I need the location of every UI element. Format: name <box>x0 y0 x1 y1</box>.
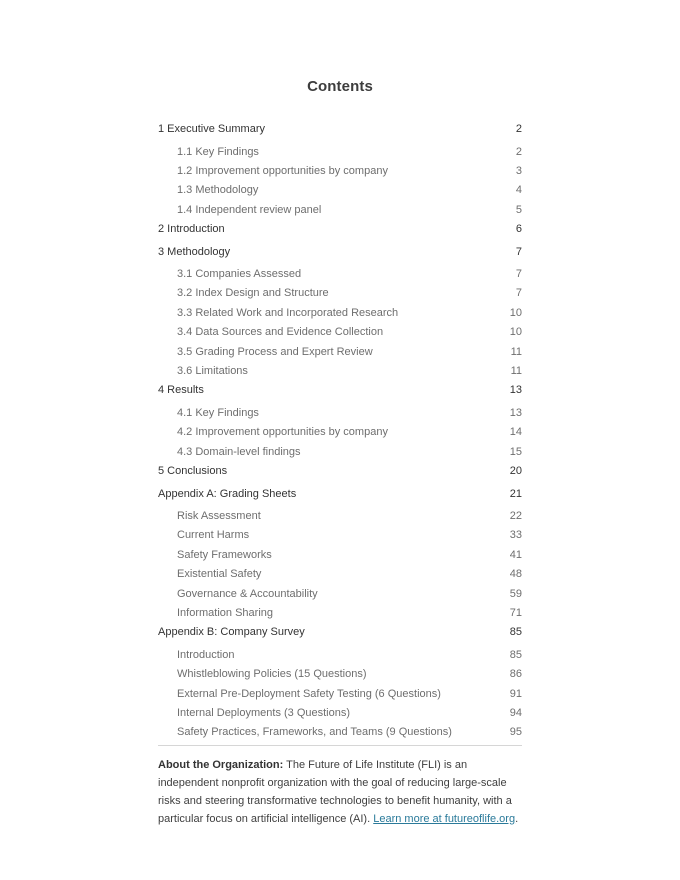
toc-entry-page-number: 20 <box>509 465 522 478</box>
toc-entry-page-number: 21 <box>509 487 522 500</box>
toc-entry-page-number: 48 <box>509 568 522 581</box>
toc-entry-page-number: 59 <box>509 587 522 600</box>
toc-subsection-entry[interactable] <box>158 604 522 623</box>
toc-entry-label: 5 Conclusions <box>158 465 228 478</box>
toc-entry-label: 3.3 Related Work and Incorporated Research <box>177 306 399 319</box>
toc-entry-label: 4 Results <box>158 384 204 397</box>
toc-subsection-entry[interactable] <box>158 304 522 323</box>
about-trailing: . <box>515 813 519 825</box>
toc-entry-page-number: 13 <box>509 406 522 419</box>
toc-entry-page-number: 10 <box>509 326 522 339</box>
toc-entry-label: 1.4 Independent review panel <box>177 203 322 216</box>
toc-subsection-entry[interactable] <box>158 646 522 665</box>
toc-entry-label: 1.3 Methodology <box>177 184 259 197</box>
toc-entry-label: Governance & Accountability <box>177 587 318 600</box>
toc-section-entry[interactable] <box>158 220 522 243</box>
toc-subsection-entry[interactable] <box>158 423 522 442</box>
toc-entry-label: 4.3 Domain-level findings <box>177 445 301 458</box>
toc-entry-page-number: 71 <box>509 607 522 620</box>
about-body: The Future of Life Institute (FLI) is an independent nonprofit organization with the goal of reducing large-scale risks and steering transformative technologies to benefit humanity, with a particular focus on artificial intelligence (AI). <box>158 759 512 825</box>
toc-entry-page-number: 14 <box>509 426 522 439</box>
toc-entry-label: 3.4 Data Sources and Evidence Collection <box>177 326 384 339</box>
toc-entry-page-number: 11 <box>510 365 522 378</box>
toc-entry-label: External Pre-Deployment Safety Testing (6 Questions) <box>177 687 441 700</box>
toc-entry-page-number: 4 <box>515 184 522 197</box>
toc-entry-label: 4.2 Improvement opportunities by company <box>177 426 388 439</box>
toc-entry-page-number: 41 <box>509 548 522 561</box>
toc-entry-page-number: 15 <box>509 445 522 458</box>
toc-entry-page-number: 33 <box>509 529 522 542</box>
toc-entry-page-number: 13 <box>509 384 522 397</box>
toc-entry-page-number: 91 <box>509 687 522 700</box>
toc-entry-label: Whistleblowing Policies (15 Questions) <box>177 668 367 681</box>
toc-entry-page-number: 5 <box>515 203 522 216</box>
toc-entry-label: Appendix B: Company Survey <box>158 626 305 639</box>
toc-subsection-entry[interactable] <box>158 181 522 200</box>
toc-subsection-entry[interactable] <box>158 585 522 604</box>
toc-entry-label: Risk Assessment <box>177 510 261 523</box>
toc-entry-label: 3 Methodology <box>158 245 231 258</box>
toc-entry-page-number: 94 <box>509 707 522 720</box>
toc-subsection-entry[interactable] <box>158 362 522 381</box>
toc-subsection-entry[interactable] <box>158 343 522 362</box>
page-title: Contents <box>307 78 373 95</box>
toc-entry-label: Introduction <box>177 648 235 661</box>
toc-section-entry[interactable] <box>158 381 522 404</box>
toc-entry-label: 2 Introduction <box>158 223 225 236</box>
toc-entry-label: Appendix A: Grading Sheets <box>158 487 297 500</box>
toc-section-entry[interactable] <box>158 462 522 485</box>
toc-entry-page-number: 86 <box>509 668 522 681</box>
toc-entry-label: Internal Deployments (3 Questions) <box>177 707 351 720</box>
toc-entry-page-number: 95 <box>509 726 522 739</box>
toc-entry-label: Safety Practices, Frameworks, and Teams (9 Questions) <box>177 726 452 739</box>
toc-section-entry[interactable] <box>158 243 522 266</box>
toc-entry-page-number: 10 <box>509 306 522 319</box>
toc-entry-label: 1.1 Key Findings <box>177 145 259 158</box>
toc-entry-page-number: 6 <box>515 223 522 236</box>
toc-entry-label: 1.2 Improvement opportunities by company <box>177 164 388 177</box>
toc-subsection-entry[interactable] <box>158 507 522 526</box>
toc-entry-label: 1 Executive Summary <box>158 123 265 135</box>
toc-entry-label: 3.5 Grading Process and Expert Review <box>177 345 373 358</box>
toc-section-entry[interactable] <box>158 485 522 508</box>
toc-subsection-entry[interactable] <box>158 143 522 162</box>
about-organization <box>158 756 522 828</box>
toc-entry-page-number: 2 <box>515 123 522 135</box>
toc-entry-label: 3.1 Companies Assessed <box>177 268 302 281</box>
toc-entry-page-number: 85 <box>509 648 522 661</box>
toc-entry-label: Safety Frameworks <box>177 548 272 561</box>
toc-subsection-entry[interactable] <box>158 284 522 303</box>
toc-entry-label: Existential Safety <box>177 568 262 581</box>
toc-subsection-entry[interactable] <box>158 665 522 684</box>
toc-section-entry[interactable] <box>158 623 522 646</box>
toc-subsection-entry[interactable] <box>158 323 522 342</box>
toc-subsection-entry[interactable] <box>158 404 522 423</box>
toc-entry-page-number: 11 <box>510 345 522 358</box>
toc-subsection-entry[interactable] <box>158 685 522 704</box>
toc-entry-page-number: 22 <box>509 510 522 523</box>
toc-subsection-entry[interactable] <box>158 565 522 584</box>
toc-section-entry[interactable] <box>158 120 522 143</box>
toc-subsection-entry[interactable] <box>158 265 522 284</box>
toc-entry-label: 3.2 Index Design and Structure <box>177 287 329 300</box>
toc-entry-page-number: 7 <box>515 287 522 300</box>
toc-subsection-entry[interactable] <box>158 162 522 181</box>
toc-entry-page-number: 7 <box>515 245 522 258</box>
toc-subsection-entry[interactable] <box>158 443 522 462</box>
toc-entry-page-number: 3 <box>515 164 522 177</box>
toc-entry-page-number: 7 <box>515 268 522 281</box>
toc-subsection-entry[interactable] <box>158 546 522 565</box>
toc-entry-page-number: 2 <box>515 145 522 158</box>
learn-more-link[interactable]: Learn more at futureoflife.org <box>373 813 516 825</box>
toc-entry-label: Information Sharing <box>177 607 273 620</box>
toc-entry-label: 3.6 Limitations <box>177 365 248 378</box>
toc-subsection-entry[interactable] <box>158 723 522 742</box>
toc-subsection-entry[interactable] <box>158 704 522 723</box>
toc-subsection-entry[interactable] <box>158 526 522 545</box>
divider <box>158 745 522 746</box>
about-heading: About the Organization: <box>158 759 284 771</box>
toc-entry-label: 4.1 Key Findings <box>177 406 259 419</box>
toc-entry-page-number: 85 <box>509 626 522 639</box>
toc-entry-label: Current Harms <box>177 529 250 542</box>
toc-subsection-entry[interactable] <box>158 201 522 220</box>
table-of-contents <box>158 120 522 743</box>
